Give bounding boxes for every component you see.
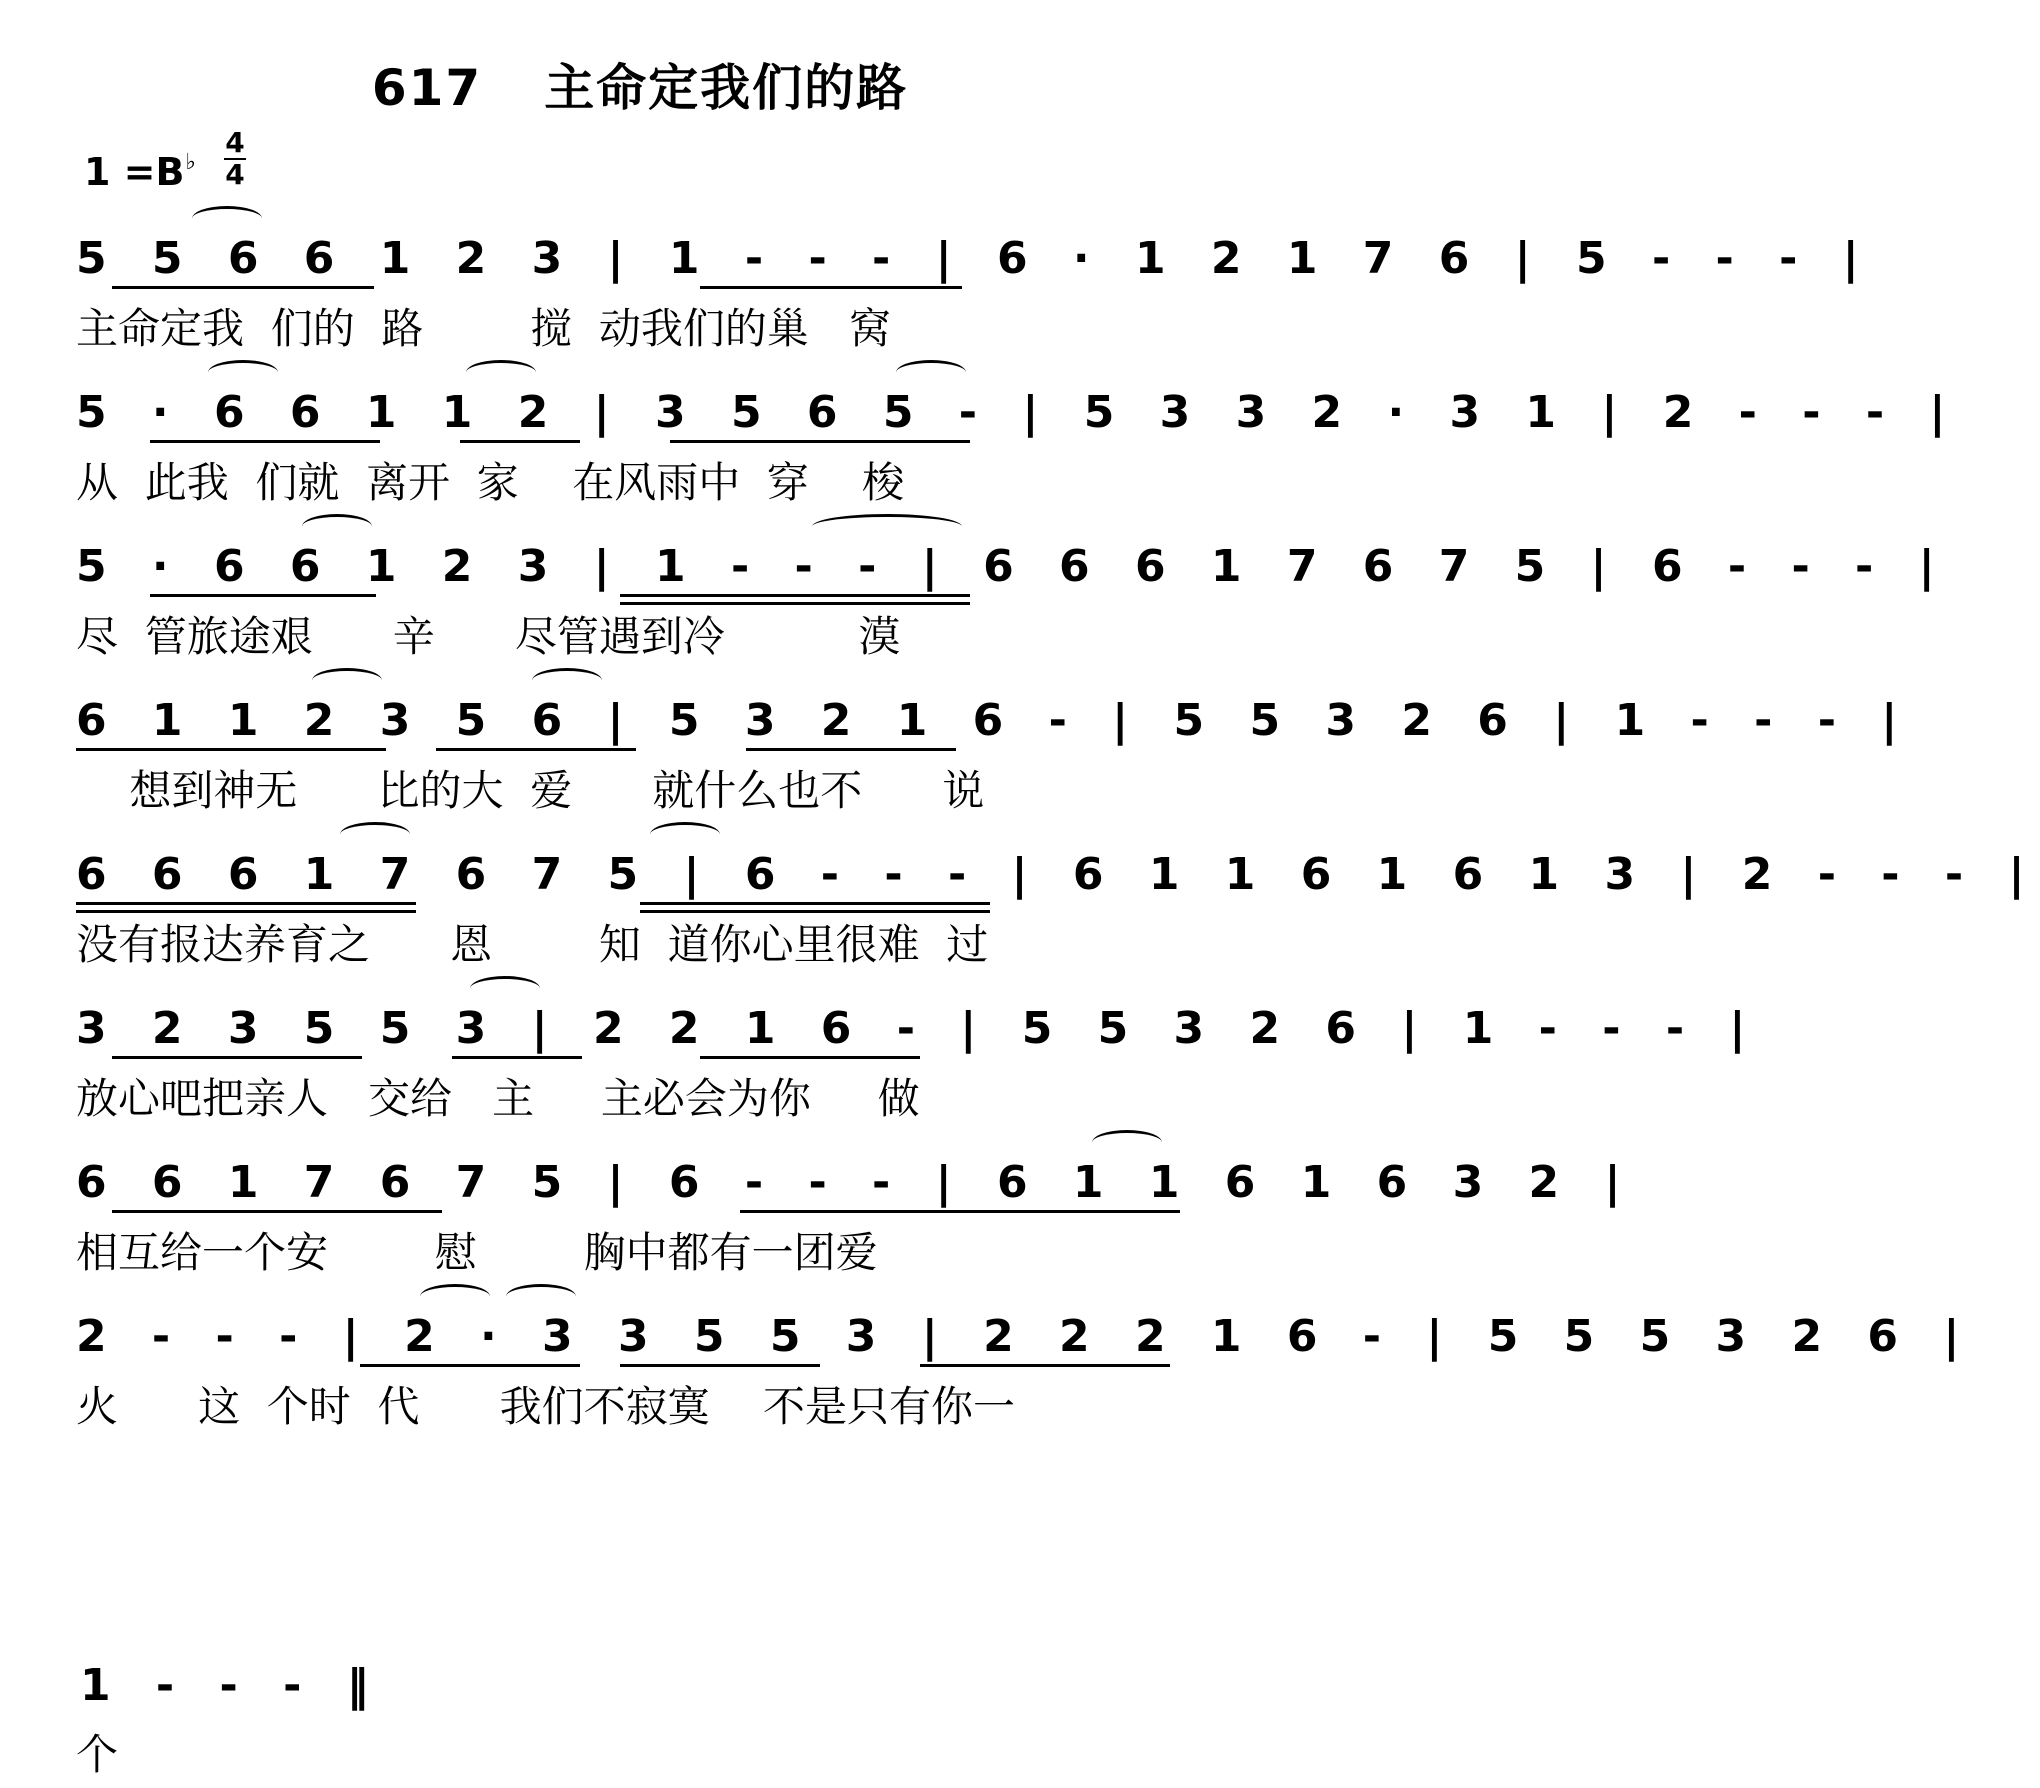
slur-mark xyxy=(1092,1130,1162,1155)
slur-mark xyxy=(208,360,278,385)
slur-mark xyxy=(192,206,262,231)
notation-row: 6 1 1 2 3 5 6 | 5 3 2 1 6 - | 5 5 3 2 6 | 1 - - - | xyxy=(76,695,1913,746)
beam-line xyxy=(452,1056,582,1059)
beam-line xyxy=(150,440,380,443)
key-label: 1 =B xyxy=(84,150,185,194)
slur-mark xyxy=(650,822,720,847)
time-signature xyxy=(222,128,248,190)
beam-line xyxy=(700,1056,920,1059)
slur-mark xyxy=(506,1284,576,1309)
lyric-row: 相互给一个安 慰 胸中都有一团爱 xyxy=(76,1228,878,1277)
song-title xyxy=(0,48,1280,120)
beam-line xyxy=(112,286,374,289)
staff-line-8 xyxy=(0,1296,1975,1446)
staff-line-4 xyxy=(0,680,1913,830)
notation-row: 2 - - - | 2 · 3 3 5 5 3 | 2 2 2 1 6 - | 5 5 5 3 2 6 | xyxy=(76,1311,1975,1362)
staff-line-7 xyxy=(0,1142,1636,1292)
slur-mark xyxy=(420,1284,490,1309)
slur-mark xyxy=(470,976,540,1001)
final-lyric: 个 xyxy=(76,1730,119,1779)
beam-line xyxy=(670,440,970,443)
beam-line xyxy=(112,1056,362,1059)
notation-row: 6 6 1 7 6 7 5 | 6 - - - | 6 1 1 6 1 6 3 2 | xyxy=(76,1157,1636,1208)
slur-mark xyxy=(302,514,372,539)
flat-sign: ♭ xyxy=(185,150,196,175)
lyric-row: 从 此我 们就 离开 家 在风雨中 穿 梭 xyxy=(76,458,905,507)
beam-line xyxy=(436,748,636,751)
notation-row: 5 · 6 6 1 2 3 | 1 - - - | 6 6 6 1 7 6 7 5 | 6 - - - | xyxy=(76,541,1950,592)
lyric-row: 主命定我 们的 路 搅 动我们的巢 窝 xyxy=(76,304,891,353)
lyric-row: 尽 管旅途艰 辛 尽管遇到冷 漠 xyxy=(76,612,901,661)
beam-line xyxy=(700,286,962,289)
song-name: 主命定我们的路 xyxy=(544,59,909,117)
slur-mark xyxy=(896,360,966,385)
slur-mark xyxy=(466,360,536,385)
slur-mark xyxy=(532,668,602,693)
beam-line xyxy=(620,602,970,605)
beam-line xyxy=(76,910,416,913)
staff-line-1 xyxy=(0,218,1874,368)
beam-line xyxy=(620,1364,820,1367)
beam-line xyxy=(76,902,416,905)
beam-line xyxy=(620,594,970,597)
beam-line xyxy=(746,748,956,751)
time-top: 4 xyxy=(225,126,245,159)
slur-mark xyxy=(312,668,382,693)
beam-line xyxy=(76,748,386,751)
slur-mark xyxy=(812,514,962,539)
beam-line xyxy=(640,910,990,913)
staff-line-2 xyxy=(0,372,1961,522)
staff-line-6 xyxy=(0,988,1761,1138)
lyric-row: 没有报达养育之 恩 知 道你心里很难 过 xyxy=(76,920,989,969)
lyric-row: 想到神无 比的大 爱 就什么也不 说 xyxy=(76,766,985,815)
notation-row: 3 2 3 5 5 3 | 2 2 1 6 - | 5 5 3 2 6 | 1 - - - | xyxy=(76,1003,1761,1054)
lyric-row: 放心吧把亲人 交给 主 主必会为你 做 xyxy=(76,1074,920,1123)
beam-line xyxy=(740,1210,1180,1213)
song-number: 617 xyxy=(371,59,483,117)
key-signature xyxy=(84,150,196,194)
final-notation: 1 - - - ‖ xyxy=(80,1660,384,1711)
beam-line xyxy=(460,440,580,443)
beam-line xyxy=(112,1210,442,1213)
time-bottom: 4 xyxy=(225,158,245,191)
notation-row: 5 5 6 6 1 2 3 | 1 - - - | 6 · 1 2 1 7 6 | 5 - - - | xyxy=(76,233,1874,284)
slur-mark xyxy=(340,822,410,847)
beam-line xyxy=(920,1364,1170,1367)
staff-line-5 xyxy=(0,834,2040,984)
beam-line xyxy=(360,1364,580,1367)
notation-row: 6 6 6 1 7 6 7 5 | 6 - - - | 6 1 1 6 1 6 1 3 | 2 - - - | xyxy=(76,849,2040,900)
beam-line xyxy=(150,594,376,597)
lyric-row: 火 这 个时 代 我们不寂寞 不是只有你一 xyxy=(76,1382,1016,1431)
beam-line xyxy=(640,902,990,905)
notation-row: 5 · 6 6 1 1 2 | 3 5 6 5 - | 5 3 3 2 · 3 1 | 2 - - - | xyxy=(76,387,1961,438)
staff-line-3 xyxy=(0,526,1950,676)
